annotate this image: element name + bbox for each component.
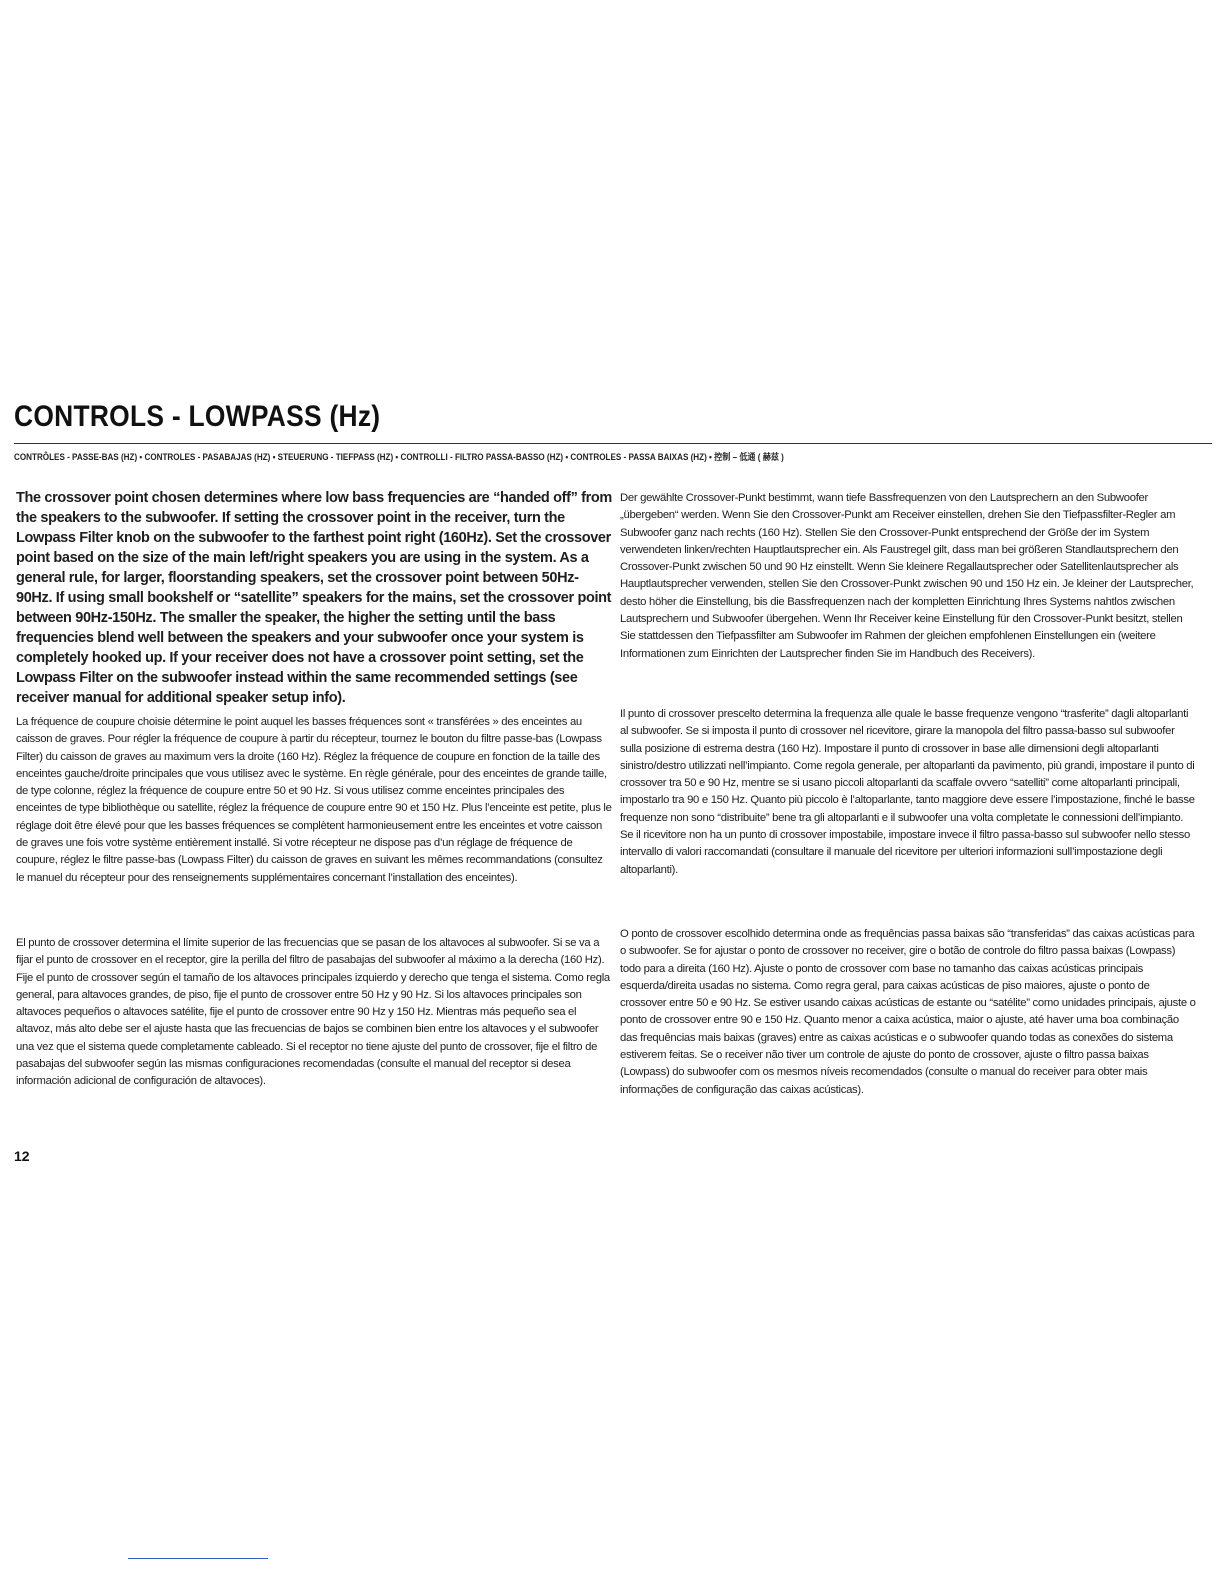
- page-title: CONTROLS - LOWPASS (Hz): [14, 400, 381, 433]
- page-number: 12: [14, 1148, 30, 1164]
- english-section: [16, 488, 612, 708]
- italian-paragraph: Il punto di crossover prescelto determina la frequenza alle quale le basse frequenze vengono “trasferite” dagli altoparlanti al subwoofer. Se si imposta il punto di crossover nel ricevitore, girare la manopola del filtro passa-basso sul subwoofer sulla posizione di estrema destra (160 Hz). Impostare il punto di crossover in base alle dimensioni degli altoparlanti sinistro/destro utilizzati nell’impianto. Come regola generale, per altoparlanti da pavimento, più grandi, impostare il punto di crossover tra 50 e 90 Hz, mentre se si usano piccoli altoparlanti da scaffale ovvero “satelliti” come altoparlanti principali, impostarlo tra 90 e 150 Hz. Quanto più piccolo è l’altoparlante, tanto maggiore deve essere l’impostazione, finché le basse frequenze non sono “distribuite” bene tra gli altoparlanti e il subwoofer una volta completate le connessioni dell’impianto. Se il ricevitore non ha un punto di crossover impostabile, impostare invece il filtro passa-basso sul subwoofer nello stesso intervallo di valori raccomandati (consultare il manuale del ricevitore per ulteriori informazioni sull’impostazione degli altoparlanti).: [620, 708, 1195, 876]
- multilingual-subtitle: CONTRÔLES - PASSE-BAS (HZ) • CONTROLES - PASABAJAS (HZ) • STEUERUNG - TIEFPASS (HZ) • CONTROLLI - FILTRO PASSA-BASSO (HZ) • CONTROLES - PASSA BAIXAS (HZ) • 控制 – 低通 ( 赫兹 ): [14, 452, 784, 462]
- german-section: [620, 490, 1196, 663]
- german-paragraph: Der gewählte Crossover-Punkt bestimmt, wann tiefe Bassfrequenzen von den Lautsprechern an den Subwoofer „übergeben“ werden. Wenn Sie den Crossover-Punkt am Receiver einstellen, drehen Sie den Tiefpassfilter-Regler am Subwoofer ganz nach rechts (160 Hz). Stellen Sie den Crossover-Punkt entsprechend der Größe der im System verwendeten linken/rechten Hauptlautsprecher ein. Als Faustregel gilt, dass man bei größeren Standlautsprechern den Crossover-Punkt zwischen 50 und 90 Hz einstellt. Wenn Sie kleinere Regallautsprecher oder Satellitenlautsprecher als Hauptlautsprecher verwenden, stellen Sie den Crossover-Punkt zwischen 90 und 150 Hz ein. Je kleiner der Lautsprecher, desto höher die Einstellung, bis die Bassfrequenzen nach der kompletten Einrichtung Ihres Systems nahtlos zwischen Lautsprechern und Subwoofer übergehen. Wenn Ihr Receiver keine Einstellung für den Crossover-Punkt besitzt, stellen Sie stattdessen den Tiefpassfilter am Subwoofer im Rahmen der gleichen empfohlenen Einstellungen ein (weitere Informationen zum Einrichten der Lautsprecher finden Sie im Handbuch des Receivers).: [620, 492, 1194, 660]
- title-divider: [14, 443, 1212, 444]
- bottom-rule: [128, 1558, 268, 1559]
- portuguese-paragraph: O ponto de crossover escolhido determina onde as frequências passa baixas são “transferidas” das caixas acústicas para o subwoofer. Se for ajustar o ponto de crossover no receiver, gire o botão de controle do filtro passa baixas (Lowpass) todo para a direita (160 Hz). Ajuste o ponto de crossover com base no tamanho das caixas acústicas principais esquerda/direita usadas no sistema. Como regra geral, para caixas acústicas de piso maiores, ajuste o ponto de crossover entre 50 e 90 Hz. Se estiver usando caixas acústicas de estante ou “satélite” como unidades principais, ajuste o ponto de crossover entre 90 e 150 Hz. Quanto menor a caixa acústica, maior o ajuste, até haver uma boa combinação das frequências mais baixas (graves) entre as caixas acústicas e o subwoofer quando todas as conexões do sistema estiverem feitas. Se o receiver não tiver um controle de ajuste do ponto de crossover, ajuste o filtro passa baixas (Lowpass) do subwoofer com os mesmos níveis recomendados (consulte o manual do receiver para obter mais informações de configuração das caixas acústicas).: [620, 928, 1196, 1096]
- french-paragraph: La fréquence de coupure choisie détermine le point auquel les basses fréquences sont « transférées » des enceintes au caisson de graves. Pour régler la fréquence de coupure à partir du récepteur, tournez le bouton du filtre passe-bas (Lowpass Filter) du caisson de graves au maximum vers la droite (160 Hz). Réglez la fréquence de coupure en fonction de la taille des enceintes gauche/droite principales que vous utilisez avec le système. En règle générale, pour des enceintes de grande taille, de type colonne, réglez la fréquence de coupure entre 50 et 90 Hz. Si vous utilisez comme enceintes principales des enceintes de type bibliothèque ou satellite, réglez la fréquence de coupure entre 90 et 150 Hz. Plus l’enceinte est petite, plus le réglage doit être élevé pour que les basses fréquences se complètent harmonieusement entre les enceintes et votre caisson de graves une fois votre système entièrement installé. Si votre récepteur ne dispose pas d’un réglage de fréquence de coupure, réglez le filtre passe-bas (Lowpass Filter) du caisson de graves en suivant les mêmes recommandations (consultez le manuel du récepteur pour des renseignements supplémentaires concernant l’installation des enceintes).: [16, 716, 612, 884]
- spanish-section: [16, 935, 612, 1091]
- italian-section: [620, 706, 1196, 879]
- english-paragraph: The crossover point chosen determines where low bass frequencies are “handed off” from the speakers to the subwoofer. If setting the crossover point in the receiver, turn the Lowpass Filter knob on the subwoofer to the farthest point right (160Hz). Set the crossover point based on the size of the main left/right speakers you are using in the system. As a general rule, for larger, floorstanding speakers, set the crossover point between 50Hz-90Hz. If using small bookshelf or “satellite” speakers for the mains, set the crossover point between 90Hz-150Hz. The smaller the speaker, the higher the setting until the bass frequencies blend well between the speakers and your subwoofer once your system is completely hooked up. If your receiver does not have a crossover point setting, set the Lowpass Filter on the subwoofer instead within the same recommended settings (see receiver manual for additional speaker setup info).: [16, 490, 612, 706]
- spanish-paragraph: El punto de crossover determina el límite superior de las frecuencias que se pasan de los altavoces al subwoofer. Si se va a fijar el punto de crossover en el receptor, gire la perilla del filtro de pasabajas del subwoofer al máximo a la derecha (160 Hz). Fije el punto de crossover según el tamaño de los altavoces principales izquierdo y derecho que tenga el sistema. Como regla general, para altavoces grandes, de piso, fije el punto de crossover entre 50 Hz y 90 Hz. Si los altavoces principales son altavoces pequeños o altavoces satélite, fije el punto de crossover entre 90 Hz y 150 Hz. Mientras más pequeño sea el altavoz, más alto debe ser el ajuste hasta que las frecuencias de bajos se combinen bien entre los altavoces y el subwoofer una vez que el sistema quede completamente cableado. Si el receptor no tiene ajuste del punto de crossover, fije el filtro de pasabajas del subwoofer según las mismas configuraciones recomendadas (consulte el manual del receptor si desea información adicional de configuración de altavoces).: [16, 937, 610, 1088]
- french-section: [16, 714, 612, 887]
- portuguese-section: [620, 926, 1196, 1099]
